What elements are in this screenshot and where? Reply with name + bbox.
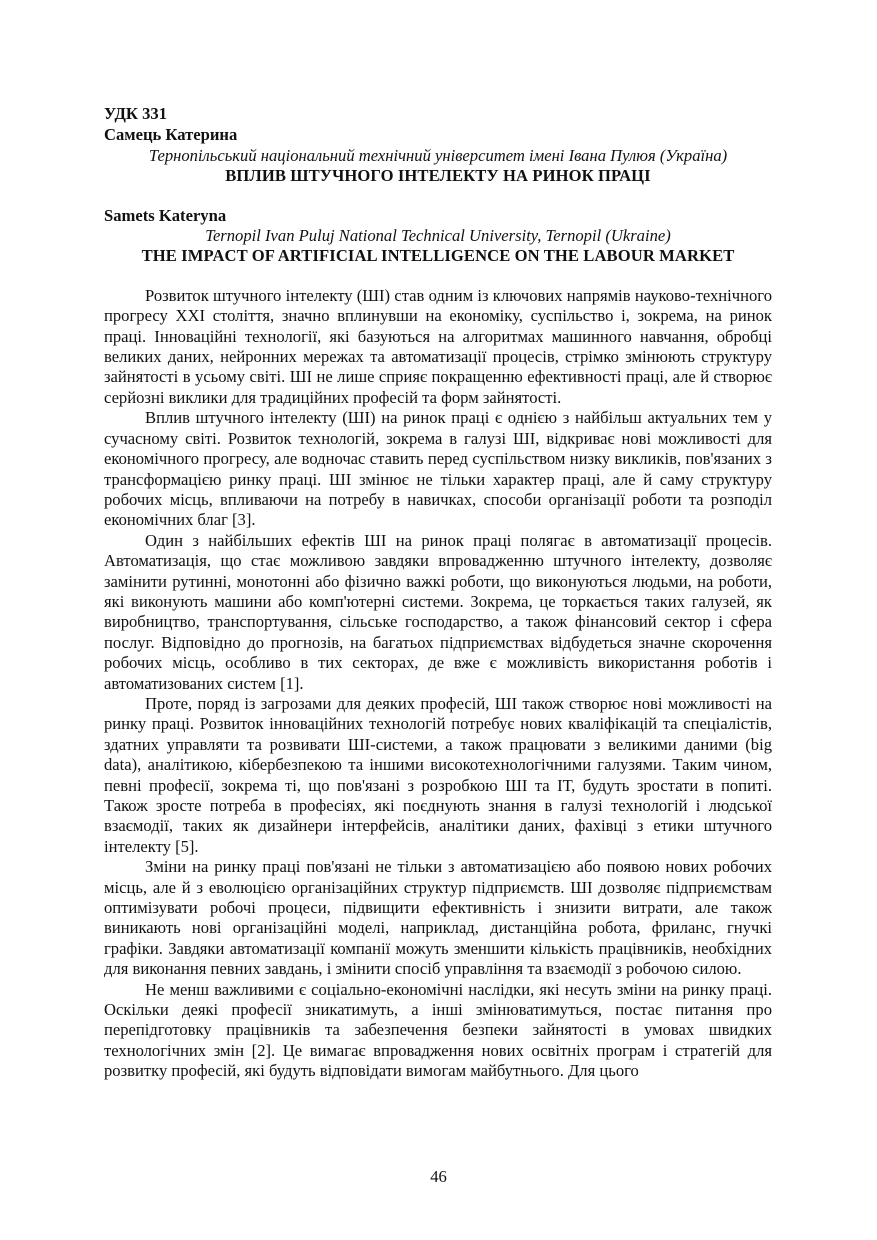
author-name-en: Samets Kateryna	[104, 205, 227, 225]
body-paragraph: Один з найбільших ефектів ШІ на ринок праці полягає в автоматизації процесів. Автоматизація, що стає можливою завдяки впровадженню штучного інтелекту, дозволяє замінити рутинні, монотонні або фізично важкі роботи, що виконуються людьми, на роботи, які виконують машини або комп'ютерні системи. Зокрема, це торкається таких галузей, як виробництво, транспортування, сільське господарство, а також фінансовий сектор і сфера послуг. Відповідно до прогнозів, на багатьох підприємствах відбудеться значне скорочення робочих місць, особливо в тих секторах, де вже є можливість використання роботів і автоматизованих систем [1].	[104, 530, 772, 693]
article-content	[104, 104, 772, 1082]
udc-code: УДК 331	[104, 104, 167, 123]
body-paragraph: Вплив штучного інтелекту (ШІ) на ринок праці є однією з найбільш актуальних тем у сучасному світі. Розвиток технологій, зокрема в галузі ШІ, відкриває нові можливості для економічного прогресу, але водночас ставить перед суспільством низку викликів, пов'язаних з трансформацією ринку праці. ШІ змінює не тільки характер праці, але й саму структуру робочих місць, впливаючи на потребу в навичках, способи організації роботи та розподіл економічних благ [3].	[104, 408, 772, 530]
body-paragraph: Розвиток штучного інтелекту (ШІ) став одним із ключових напрямів науково-технічного прогресу XXI століття, значно вплинувши на економіку, суспільство і, зокрема, на ринок праці. Інноваційні технології, які базуються на алгоритмах машинного навчання, обробці великих даних, нейронних мережах та автоматизації процесів, стрімко змінюють структуру зайнятості в усьому світі. ШІ не лише сприяє покращенню ефективності праці, але й створює серйозні виклики для традиційних професій та форм зайнятості.	[104, 285, 772, 407]
body-paragraph: Зміни на ринку праці пов'язані не тільки з автоматизацією або появою нових робочих місць, але й з еволюцією організаційних структур підприємств. ШІ дозволяє підприємствам оптимізувати робочі процеси, підвищити ефективність і знизити витрати, але також виникають нові організаційні моделі, наприклад, дистанційна робота, фриланс, гнучкі графіки. Завдяки автоматизації компанії можуть зменшити кількість працівників, необхідних для виконання певних завдань, і змінити спосіб управління та взаємодії з робочою силою.	[104, 857, 772, 979]
article-title-en: THE IMPACT OF ARTIFICIAL INTELLIGENCE ON THE LABOUR MARKET	[141, 246, 735, 266]
body-paragraph: Не менш важливими є соціально-економічні наслідки, які несуть зміни на ринку праці. Оскільки деякі професії зникатимуть, а інші змінюватимуться, постає питання про перепідготовку працівників та забезпечення безпеки зайнятості в умовах швидких технологічних змін [2]. Це вимагає впровадження нових освітніх програм і стратегій для розвитку професій, які будуть відповідати вимогам майбутнього. Для цього	[104, 979, 772, 1081]
page-number: 46	[430, 1167, 447, 1186]
affiliation-en: Ternopil Ivan Puluj National Technical University, Ternopil (Ukraine)	[205, 226, 671, 246]
body-paragraph: Проте, поряд із загрозами для деяких професій, ШІ також створює нові можливості на ринку праці. Розвиток інноваційних технологій потребує нових кваліфікацій та спеціалістів, здатних управляти та розвивати ШІ-системи, а також працювати з великими даними (big data), аналітикою, кібербезпекою та іншими високотехнологічними галузями. Таким чином, певні професії, зокрема ті, що пов'язані з розробкою ШІ та ІТ, будуть зростати в попиті. Також зросте потреба в професіях, які поєднують знання в галузі технологій і людської взаємодії, таких як дизайнери інтерфейсів, аналітики даних, фахівці з етики штучного інтелекту [5].	[104, 693, 772, 856]
affiliation-ua: Тернопільський національний технічний університет імені Івана Пулюя (Україна)	[148, 145, 728, 165]
article-body	[104, 286, 772, 1082]
article-title-ua: ВПЛИВ ШТУЧНОГО ІНТЕЛЕКТУ НА РИНОК ПРАЦІ	[225, 166, 651, 186]
author-name-ua: Самець Катерина	[104, 125, 238, 145]
